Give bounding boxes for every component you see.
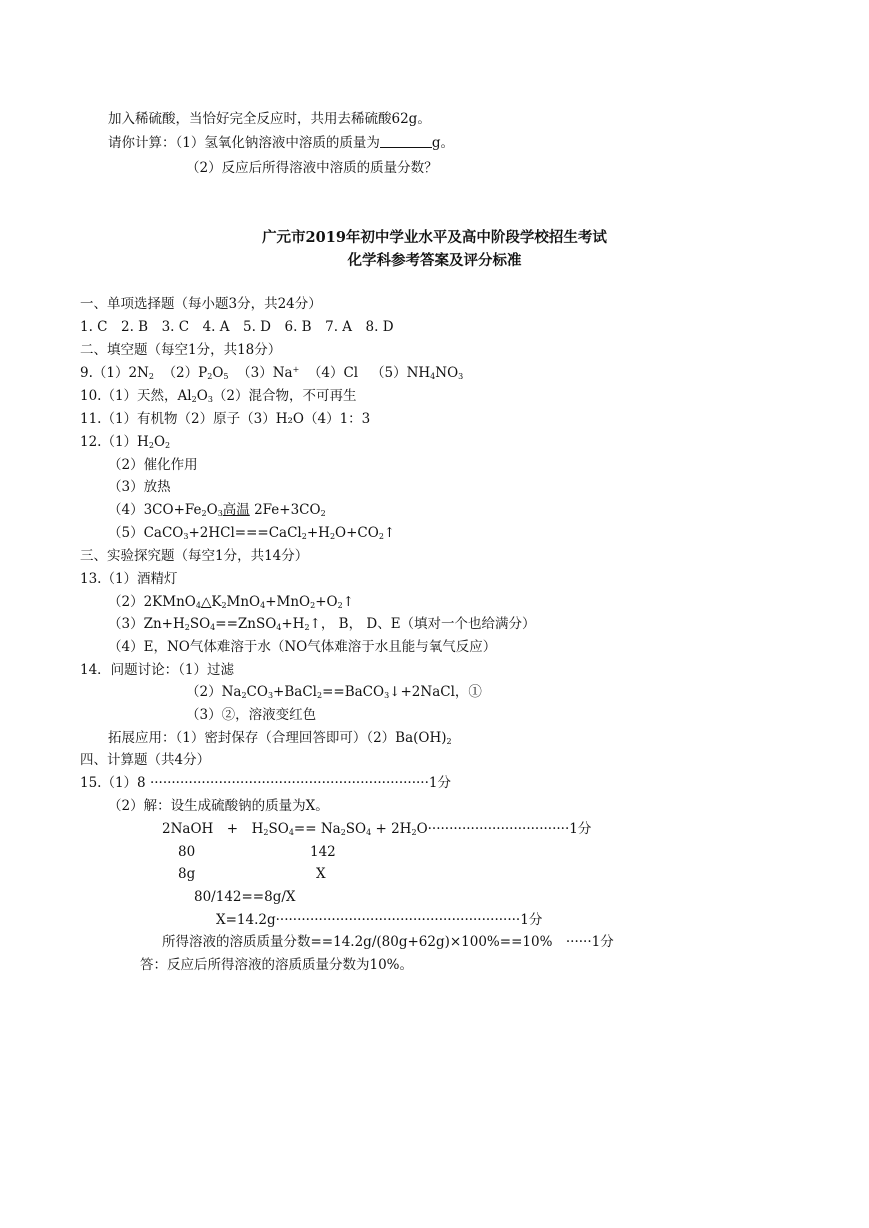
section3-heading: 三、实验探究题（每空1分，共14分） xyxy=(80,548,309,564)
page-title: 广元市2019年初中学业水平及高中阶段学校招生考试 xyxy=(262,229,607,246)
q15-part2: （2）解：设生成硫酸钠的质量为X。 xyxy=(108,798,329,814)
unknown-x: X xyxy=(316,866,326,882)
q10-answer: 10.（1）天然，$Al_2O_3(2)$混合物，不可再生 xyxy=(80,388,357,404)
given-mass: 8g xyxy=(178,866,196,882)
x-value: X=14.2g·························································1分 xyxy=(216,912,543,928)
molar-mass-na2so4: 142 xyxy=(310,844,336,860)
mass-fraction: 所得溶液的溶质质量分数==14.2g/(80g+62g)×100%==10% ······1分 xyxy=(162,934,614,950)
page-subtitle: 化学科参考答案及评分标准 xyxy=(347,252,522,269)
ratio-line: 80/142==8g/X xyxy=(194,889,296,905)
section4-heading: 四、计算题（共4分） xyxy=(80,752,211,768)
q12-part5: $(5)CaCO_3+2HCl===CaCl_2+H_2O+CO_2↑$ xyxy=(108,525,396,541)
q12-part2: （2）催化作用 xyxy=(108,457,198,473)
molar-mass-naoh: 80 xyxy=(178,844,196,860)
q14-part1: 14．问题讨论：（1）过滤 xyxy=(80,662,235,678)
q14-part4: 拓展应用：（1）密封保存（合理回答即可）$(2)Ba(OH)_2$ xyxy=(108,730,452,746)
reaction-equation: 2NaOH + $H_2SO_4== Na_2SO_4 + 2H_2O\cdot\cdot\cdot\cdot\cdot\cdot\cdot\cdot\cdot\cdot\cdot\cdot\cdot\cdot\cdot\cdot\cdot\cdot\cdot\cdot\cdot\cdot\cdot\cdot\cdot\cdot\cdot\cdot\cdot\cdot\cdot\cdot\cdot 1$分 xyxy=(162,821,592,837)
q13-part1: 13.（1）酒精灯 xyxy=(80,571,178,587)
q12-part1: $12.(1)H_2O_2$ xyxy=(80,434,171,450)
q15-part1: 15.（1）8 ·································································1分 xyxy=(80,775,451,791)
problem-line-3: （2）反应后所得溶液中溶质的质量分数？ xyxy=(186,160,438,176)
final-answer: 答：反应后所得溶液的溶质质量分数为10%。 xyxy=(140,957,414,973)
q13-part3: $(3)Zn+H_2SO_4==ZnSO_4+H_2↑$， B， D、E（填对一个也给满分） xyxy=(108,616,536,632)
q12-part4: $(4)3CO+Fe_2O_3$高温 $2Fe+3CO_2$ xyxy=(108,502,326,518)
heat-condition: △ xyxy=(200,594,212,610)
reaction-condition: 高温 xyxy=(222,502,250,518)
problem-line-2: 请你计算：（1）氢氧化钠溶液中溶质的质量为 g。 xyxy=(108,135,454,151)
q13-part2: $(2)2KMnO_4\triangle K_2MnO_4+MnO_2+O_2↑$ xyxy=(108,594,355,610)
answer-blank xyxy=(380,135,432,148)
q11-answer: 11.（1）有机物（2）原子（3）H₂O（4）1：3 xyxy=(80,411,371,427)
section1-heading: 一、单项选择题（每小题3分，共24分） xyxy=(80,296,322,312)
q9-answer: $9.(1)2N_2$ $(2)P_2O_5$ （3）Na+ （4）Cl $(5)NH_4NO_3$ xyxy=(80,365,464,381)
problem-line-1: 加入稀硫酸，当恰好完全反应时，共用去稀硫酸62g。 xyxy=(108,111,431,127)
section1-answers: 1. C 2. B 3. C 4. A 5. D 6. B 7. A 8. D xyxy=(80,319,394,335)
q12-part3: （3）放热 xyxy=(108,479,171,495)
q14-part2: $(2)Na_2CO_3+BaCl_2==BaCO_3↓+2NaCl$，① xyxy=(186,684,482,700)
q13-part4: （4）E，NO气体难溶于水（NO气体难溶于水且能与氧气反应） xyxy=(108,639,497,655)
q14-part3: （3）②，溶液变红色 xyxy=(186,707,317,723)
section2-heading: 二、填空题（每空1分，共18分） xyxy=(80,342,282,358)
